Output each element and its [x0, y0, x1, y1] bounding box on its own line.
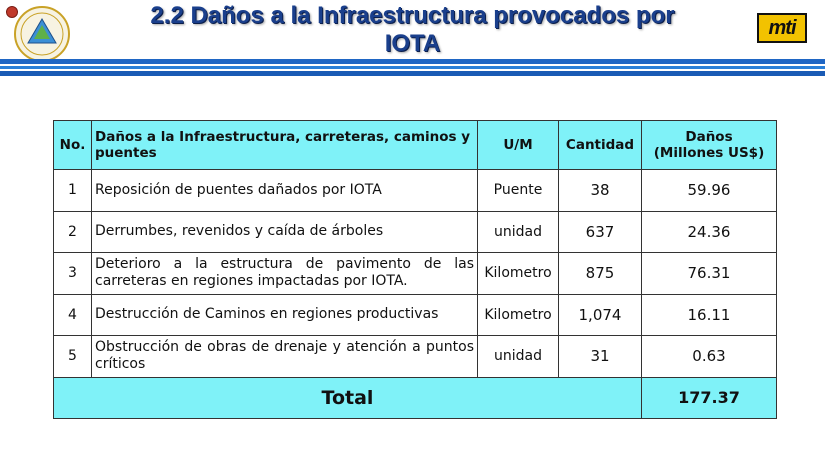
- total-row: [54, 377, 777, 419]
- header-damages-line1: Daños: [685, 129, 733, 145]
- table-row: [54, 211, 777, 253]
- row-unit: Puente: [478, 170, 559, 212]
- nicaragua-coat-of-arms-icon: [14, 6, 70, 62]
- damages-table: [53, 120, 777, 419]
- mti-logo-text: mti: [768, 16, 796, 39]
- row-no: 4: [54, 294, 92, 336]
- row-description: Destrucción de Caminos en regiones productivas: [92, 294, 478, 336]
- row-unit: unidad: [478, 336, 559, 378]
- title-line-2: IOTA: [384, 30, 441, 57]
- row-no: 5: [54, 336, 92, 378]
- header-quantity: Cantidad: [559, 121, 642, 170]
- row-quantity: 38: [559, 170, 642, 212]
- row-damages: 24.36: [642, 211, 777, 253]
- row-description: Deterioro a la estructura de pavimento de las carreteras en regiones impactadas por IOTA.: [92, 253, 478, 295]
- row-damages: 59.96: [642, 170, 777, 212]
- slide-header: [0, 0, 825, 80]
- row-description: Reposición de puentes dañados por IOTA: [92, 170, 478, 212]
- total-value: 177.37: [642, 377, 777, 419]
- row-unit: Kilometro: [478, 253, 559, 295]
- mti-logo: [757, 13, 807, 43]
- row-damages: 0.63: [642, 336, 777, 378]
- header-damages-line2: (Millones US$): [653, 145, 765, 161]
- row-damages: 16.11: [642, 294, 777, 336]
- row-no: 1: [54, 170, 92, 212]
- row-unit: unidad: [478, 211, 559, 253]
- table-row: [54, 170, 777, 212]
- row-quantity: 875: [559, 253, 642, 295]
- row-description: Derrumbes, revenidos y caída de árboles: [92, 211, 478, 253]
- header-damages: [642, 121, 777, 170]
- row-unit: Kilometro: [478, 294, 559, 336]
- row-description: Obstrucción de obras de drenaje y atención a puntos críticos: [92, 336, 478, 378]
- row-quantity: 1,074: [559, 294, 642, 336]
- header-unit: U/M: [478, 121, 559, 170]
- title-line-1: 2.2 Daños a la Infraestructura provocados por: [150, 2, 675, 29]
- table-header-row: [54, 121, 777, 170]
- table-row: [54, 294, 777, 336]
- table-row: [54, 253, 777, 295]
- row-damages: 76.31: [642, 253, 777, 295]
- page-title: [80, 2, 745, 58]
- row-no: 3: [54, 253, 92, 295]
- table-row: [54, 336, 777, 378]
- header-no: No.: [54, 121, 92, 170]
- header-stripes: [0, 59, 825, 76]
- row-quantity: 31: [559, 336, 642, 378]
- row-no: 2: [54, 211, 92, 253]
- total-label: Total: [54, 377, 642, 419]
- badge-dot-icon: [6, 6, 18, 18]
- header-description: Daños a la Infraestructura, carreteras, caminos y puentes: [92, 121, 478, 170]
- row-quantity: 637: [559, 211, 642, 253]
